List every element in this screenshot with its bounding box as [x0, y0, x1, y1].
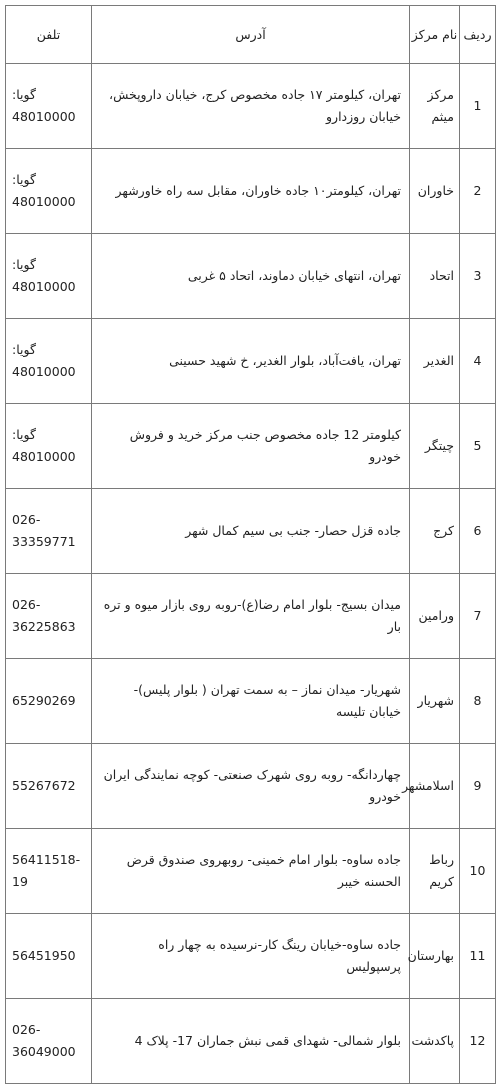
center-address: کیلومتر 12 جاده مخصوص جنب مرکز خرید و فروش خودرو: [92, 404, 410, 489]
center-name: کرج: [410, 489, 460, 574]
table-row: [6, 999, 496, 1084]
row-index: 3: [460, 234, 496, 319]
phone-value: 65290269: [12, 693, 76, 708]
center-phone: [6, 149, 92, 234]
table-row: [6, 914, 496, 999]
row-index: 5: [460, 404, 496, 489]
center-address: تهران، انتهای خیابان دماوند، اتحاد ۵ غربی: [92, 234, 410, 319]
row-index: 2: [460, 149, 496, 234]
row-index: 4: [460, 319, 496, 404]
center-name: الغدیر: [410, 319, 460, 404]
center-name: شهریار: [410, 659, 460, 744]
phone-value: 55267672: [12, 778, 76, 793]
service-centers-table: [5, 5, 496, 1084]
row-index: 7: [460, 574, 496, 659]
center-address: بلوار شمالی- شهدای قمی نبش جماران 17- پلاک 4: [92, 999, 410, 1084]
row-index: 6: [460, 489, 496, 574]
table-row: [6, 744, 496, 829]
table-row: [6, 659, 496, 744]
center-address: جاده ساوه- بلوار امام خمینی- روبهروی صندوق قرض الحسنه خیبر: [92, 829, 410, 914]
center-phone: [6, 64, 92, 149]
center-phone: [6, 234, 92, 319]
table-row: [6, 64, 496, 149]
row-index: 8: [460, 659, 496, 744]
table-row: [6, 829, 496, 914]
row-index: 10: [460, 829, 496, 914]
center-address: تهران، یافت‌آباد، بلوار الغدیر، خ شهید حسینی: [92, 319, 410, 404]
header-address: آدرس: [92, 6, 410, 64]
table-row: [6, 149, 496, 234]
center-phone: [6, 659, 92, 744]
center-phone: [6, 574, 92, 659]
row-index: 11: [460, 914, 496, 999]
header-index: ردیف: [460, 6, 496, 64]
phone-value: 026-36225863: [12, 597, 76, 634]
center-name: اتحاد: [410, 234, 460, 319]
table-row: [6, 574, 496, 659]
row-index: 9: [460, 744, 496, 829]
row-index: 12: [460, 999, 496, 1084]
center-name: خاوران: [410, 149, 460, 234]
row-index: 1: [460, 64, 496, 149]
center-name: چیتگر: [410, 404, 460, 489]
center-name: ورامین: [410, 574, 460, 659]
phone-value: گویا: 48010000: [12, 172, 76, 209]
table-row: [6, 234, 496, 319]
center-name: بهارستان: [410, 914, 460, 999]
center-address: جاده ساوه-خیابان رینگ کار-نرسیده به چهار راه پرسپولیس: [92, 914, 410, 999]
center-phone: [6, 914, 92, 999]
center-phone: [6, 319, 92, 404]
center-phone: [6, 999, 92, 1084]
center-name: اسلامشهر: [410, 744, 460, 829]
center-name: پاکدشت: [410, 999, 460, 1084]
table-header-row: [6, 6, 496, 64]
center-phone: [6, 489, 92, 574]
phone-value: 026-36049000: [12, 1022, 76, 1059]
phone-value: گویا: 48010000: [12, 257, 76, 294]
center-name: رباط کریم: [410, 829, 460, 914]
phone-value: 56451950: [12, 948, 76, 963]
phone-value: گویا: 48010000: [12, 427, 76, 464]
phone-value: گویا: 48010000: [12, 342, 76, 379]
center-phone: [6, 829, 92, 914]
phone-value: گویا: 48010000: [12, 87, 76, 124]
table-row: [6, 489, 496, 574]
center-address: تهران، کیلومتر۱۰ جاده خاوران، مقابل سه راه خاورشهر: [92, 149, 410, 234]
center-address: میدان بسیج- بلوار امام رضا(ع)-روبه روی بازار میوه و تره بار: [92, 574, 410, 659]
center-address: تهران، کیلومتر ۱۷ جاده مخصوص کرج، خیابان داروپخش، خیابان روزدارو: [92, 64, 410, 149]
table-row: [6, 404, 496, 489]
phone-value: 026-33359771: [12, 512, 76, 549]
phone-value: 56411518-19: [12, 852, 81, 889]
center-address: جاده قزل حصار- جنب بی سیم کمال شهر: [92, 489, 410, 574]
center-name: مرکز میثم: [410, 64, 460, 149]
center-address: شهریار- میدان نماز – به سمت تهران ( بلوار پلیس)- خیابان تلیسه: [92, 659, 410, 744]
center-phone: [6, 404, 92, 489]
header-phone: تلفن: [6, 6, 92, 64]
table-row: [6, 319, 496, 404]
center-address: چهاردانگه- روبه روی شهرک صنعتی- کوچه نمایندگی ایران خودرو: [92, 744, 410, 829]
center-phone: [6, 744, 92, 829]
header-name: نام مرکز: [410, 6, 460, 64]
